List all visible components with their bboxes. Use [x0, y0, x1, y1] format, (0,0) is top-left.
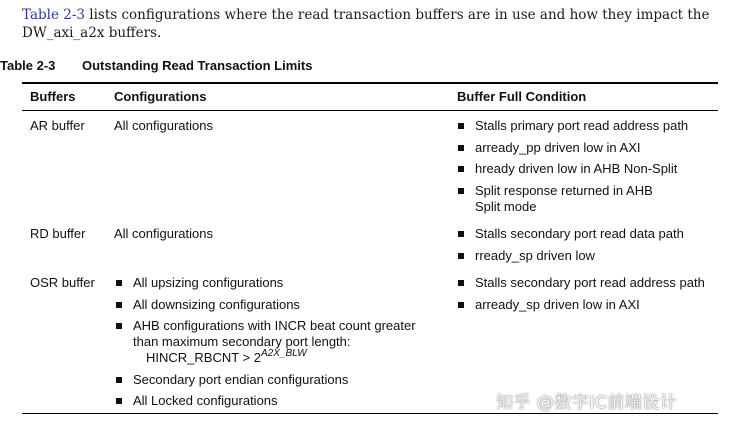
list-item: rready_sp driven low [456, 248, 718, 264]
row-rd-buffer-name: RD buffer [30, 226, 86, 241]
list-item: arready_sp driven low in AXI [456, 297, 718, 313]
list-item: Secondary port endian configurations [114, 372, 434, 388]
row-ar-conditions [456, 118, 718, 220]
row-ar-buffer-name: AR buffer [30, 118, 85, 133]
header-buffers: Buffers [30, 89, 76, 104]
table-header-rule [22, 110, 718, 111]
formula [133, 347, 433, 366]
list-item: All Locked configurations [114, 393, 434, 409]
list-item: Stalls secondary port read data path [456, 226, 718, 242]
formula-exponent: A2X_BLW [260, 347, 307, 359]
list-item: All downsizing configurations [114, 297, 434, 313]
table-top-rule [22, 82, 718, 84]
table-caption [0, 58, 312, 73]
row-osr-buffer-name: OSR buffer [30, 275, 95, 290]
list-item: Split response returned in AHB Split mode [456, 183, 680, 215]
row-rd-configuration: All configurations [114, 226, 213, 241]
table-reference-link[interactable]: Table 2-3 [22, 7, 85, 23]
row-osr-configurations [114, 275, 434, 415]
list-item: Stalls primary port read address path [456, 118, 718, 134]
list-item-text: AHB configurations with INCR beat count greater than maximum secondary port length: [133, 318, 416, 349]
header-full-condition: Buffer Full Condition [457, 89, 587, 104]
watermark: 知乎 @数字IC前端设计 [496, 393, 678, 413]
list-item: arready_pp driven low in AXI [456, 140, 718, 156]
row-rd-conditions [456, 226, 718, 269]
header-configurations: Configurations [114, 89, 207, 104]
formula-base: HINCR_RBCNT > 2 [146, 350, 261, 365]
intro-paragraph [22, 6, 722, 42]
table-number: Table 2-3 [0, 58, 56, 73]
list-item: hready driven low in AHB Non-Split [456, 161, 718, 177]
list-item: All upsizing configurations [114, 275, 434, 291]
row-osr-conditions [456, 275, 718, 318]
table-title: Outstanding Read Transaction Limits [82, 58, 313, 73]
list-item [114, 318, 433, 366]
intro-text: lists configurations where the read transaction buffers are in use and how they impact the DW_axi_a2x buffers. [22, 7, 710, 41]
list-item: Stalls secondary port read address path [456, 275, 718, 291]
row-ar-configuration: All configurations [114, 118, 213, 133]
